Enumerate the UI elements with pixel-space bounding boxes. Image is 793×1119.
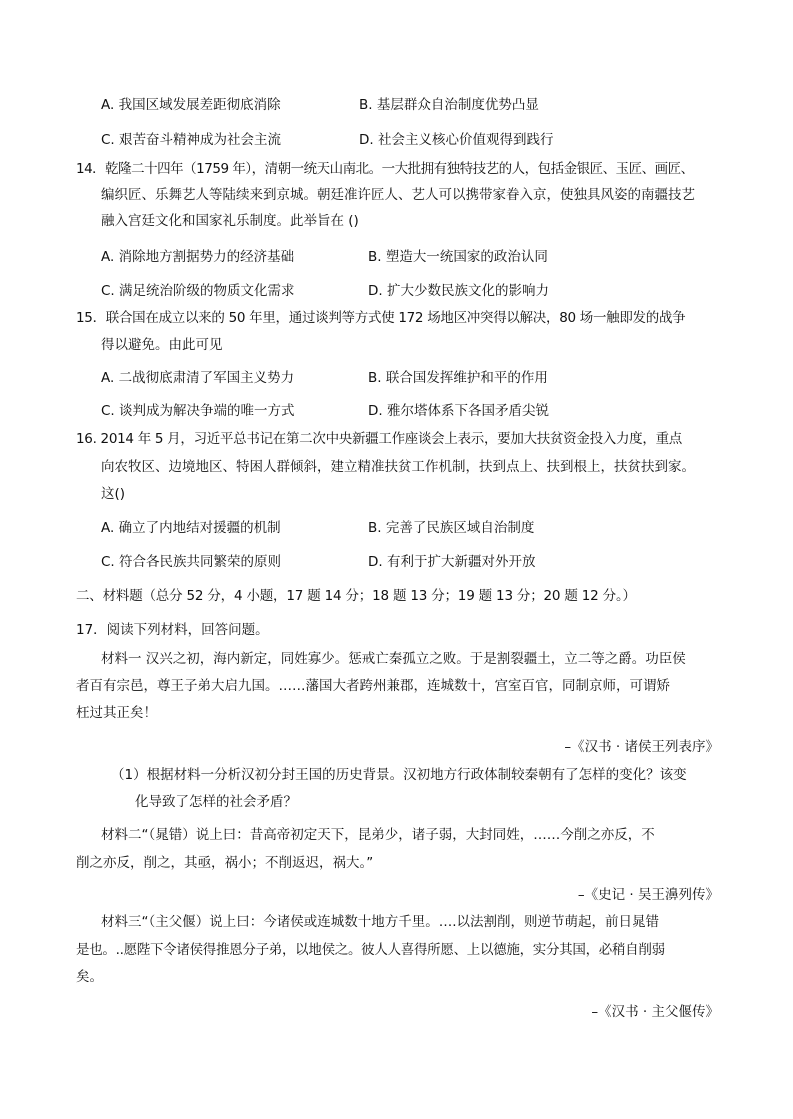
q17-material-1-line-3: 枉过其正矣！	[76, 705, 157, 721]
q14-stem-line-1: 14．乾隆二十四年（1759 年），清朝一统天山南北。一大批拥有独特技艺的人，包括金银匠、玉匠、画匠、	[76, 161, 694, 177]
q17-material-2-line-1: 材料二“（晁错）说上曰：昔高帝初定天下，昆弟少，诸子弱，大封同姓，……今削之亦反，不	[101, 827, 655, 843]
q15-stem-line-1: 15．联合国在成立以来的 50 年里，通过谈判等方式使 172 场地区冲突得以解决，80 场一触即发的战争	[76, 310, 686, 326]
q16-stem-line-2: 向农牧区、边境地区、特困人群倾斜，建立精准扶贫工作机制，扶到点上、扶到根上，扶贫扶到家。	[101, 459, 695, 475]
q17-subquestion-1-line-2: 化导致了怎样的社会矛盾？	[135, 794, 297, 810]
q17-material-1-line-2: 者百有宗邑，尊王子弟大启九国。……藩国大者跨州兼郡，连城数十，宫室百官，同制京师，可谓矫	[76, 678, 670, 694]
q16-stem-line-1: 16. 2014 年 5 月，习近平总书记在第二次中央新疆工作座谈会上表示，要加大扶贫资金投入力度，重点	[76, 431, 682, 447]
q15-stem-line-2: 得以避免。由此可见	[101, 337, 223, 353]
q17-intro: 17．阅读下列材料，回答问题。	[76, 622, 269, 638]
q14-stem-line-2: 编织匠、乐舞艺人等陆续来到京城。朝廷准许匠人、艺人可以携带家眷入京，使独具风姿的南疆技艺	[101, 187, 695, 203]
q17-material-3-line-1: 材料三“（主父偃）说上曰：今诸侯或连城数十地方千里。….以法割削，则逆节萌起，前日晁错	[101, 914, 660, 930]
q16-stem-line-3: 这()	[101, 486, 126, 502]
section-2-heading: 二、材料题（总分 52 分，4 小题，17 题 14 分；18 题 13 分；19 题 13 分；20 题 12 分。）	[76, 588, 636, 604]
q15-option-d: D. 雅尔塔体系下各国矛盾尖锐	[368, 403, 549, 419]
q17-subquestion-1-line-1: （1）根据材料一分析汉初分封王国的历史背景。汉初地方行政体制较秦朝有了怎样的变化？该变	[111, 767, 687, 783]
q15-option-c: C. 谈判成为解决争端的唯一方式	[101, 403, 295, 419]
q14-option-d: D. 扩大少数民族文化的影响力	[368, 283, 549, 299]
q13-option-d: D. 社会主义核心价值观得到践行	[359, 132, 554, 148]
q17-source-1: –《汉书 · 诸侯王列表序》	[564, 739, 719, 755]
q17-source-3: –《汉书 · 主父偃传》	[591, 1004, 719, 1020]
q16-option-d: D. 有利于扩大新疆对外开放	[368, 554, 536, 570]
q15-option-b: B. 联合国发挥维护和平的作用	[368, 370, 548, 386]
q17-material-1-line-1: 材料一 汉兴之初，海内新定，同姓寡少。惩戒亡秦孤立之败。于是割裂疆土，立二等之爵。功臣侯	[101, 651, 686, 667]
q13-option-a: A. 我国区域发展差距彻底消除	[101, 97, 281, 113]
q17-material-2-line-2: 削之亦反，削之，其亟，祸小；不削返迟，祸大。”	[76, 855, 374, 871]
q14-option-a: A. 消除地方割据势力的经济基础	[101, 249, 295, 265]
q17-material-3-line-3: 矣。	[76, 969, 103, 985]
q15-option-a: A. 二战彻底肃清了军国主义势力	[101, 370, 295, 386]
q14-stem-line-3: 融入宫廷文化和国家礼乐制度。此举旨在 ()	[101, 213, 359, 229]
q14-option-c: C. 满足统治阶级的物质文化需求	[101, 283, 295, 299]
q17-source-2: –《史记 · 吴王濞列传》	[577, 887, 719, 903]
q14-option-b: B. 塑造大一统国家的政治认同	[368, 249, 548, 265]
q13-option-b: B. 基层群众自治制度优势凸显	[359, 97, 539, 113]
q17-material-3-line-2: 是也。..愿陛下令诸侯得推恩分子弟，以地侯之。彼人人喜得所愿、上以德施，实分其国，必稍自削弱	[76, 942, 665, 958]
q16-option-c: C. 符合各民族共同繁荣的原则	[101, 554, 282, 570]
q16-option-b: B. 完善了民族区域自治制度	[368, 520, 535, 536]
q16-option-a: A. 确立了内地结对援疆的机制	[101, 520, 281, 536]
q13-option-c: C. 艰苦奋斗精神成为社会主流	[101, 132, 282, 148]
